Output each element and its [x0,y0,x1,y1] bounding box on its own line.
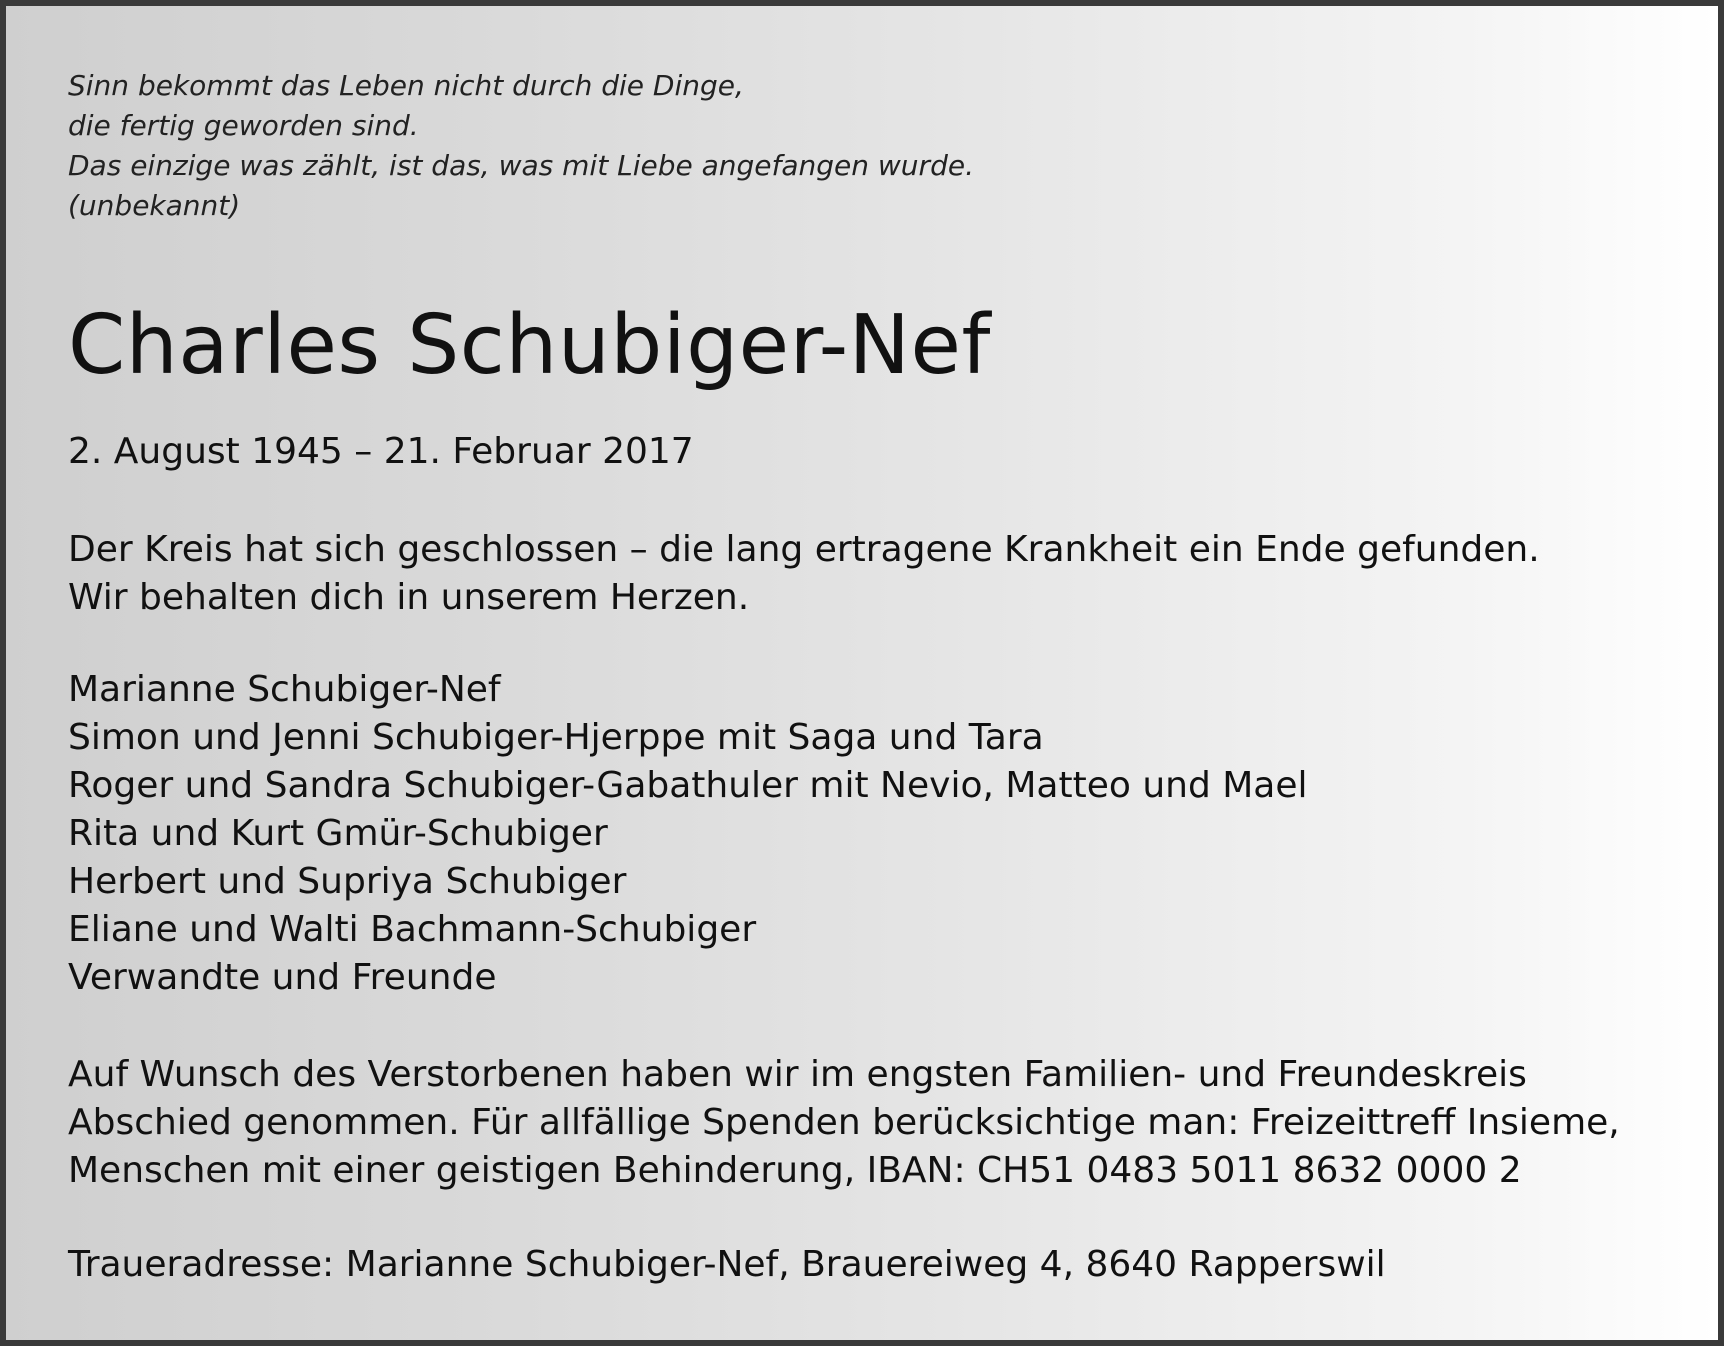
donation-info [68,1051,1620,1195]
mourners-list [68,666,1308,1002]
quote [68,66,974,226]
mourner: Verwandte und Freunde [68,957,497,998]
donation-line: Abschied genommen. Für allfällige Spenden berücksichtige man: Freizeittreff Insieme, [68,1102,1620,1143]
mourner: Eliane und Walti Bachmann-Schubiger [68,909,757,950]
mourner: Rita und Kurt Gmür-Schubiger [68,813,608,854]
message-line: Wir behalten dich in unserem Herzen. [68,577,750,618]
quote-line: Sinn bekommt das Leben nicht durch die Dinge, [68,69,744,102]
message-line: Der Kreis hat sich geschlossen – die lang ertragene Krankheit ein Ende gefunden. [68,529,1540,570]
quote-line: Das einzige was zählt, ist das, was mit Liebe angefangen wurde. [68,149,974,182]
deceased-name: Charles Schubiger-Nef [68,298,991,393]
donation-line: Auf Wunsch des Verstorbenen haben wir im engsten Familien- und Freundeskreis [68,1054,1527,1095]
quote-attribution: (unbekannt) [68,189,241,222]
mourner: Marianne Schubiger-Nef [68,669,501,710]
quote-line: die fertig geworden sind. [68,109,419,142]
life-dates: 2. August 1945 – 21. Februar 2017 [68,431,694,472]
mourning-address: Traueradresse: Marianne Schubiger-Nef, Brauereiweg 4, 8640 Rapperswil [68,1244,1386,1285]
donation-line: Menschen mit einer geistigen Behinderung, IBAN: CH51 0483 5011 8632 0000 2 [68,1150,1522,1191]
mourner: Roger und Sandra Schubiger-Gabathuler mit Nevio, Matteo und Mael [68,765,1308,806]
mourner: Herbert und Supriya Schubiger [68,861,627,902]
farewell-message [68,526,1540,622]
mourner: Simon und Jenni Schubiger-Hjerppe mit Saga und Tara [68,717,1044,758]
